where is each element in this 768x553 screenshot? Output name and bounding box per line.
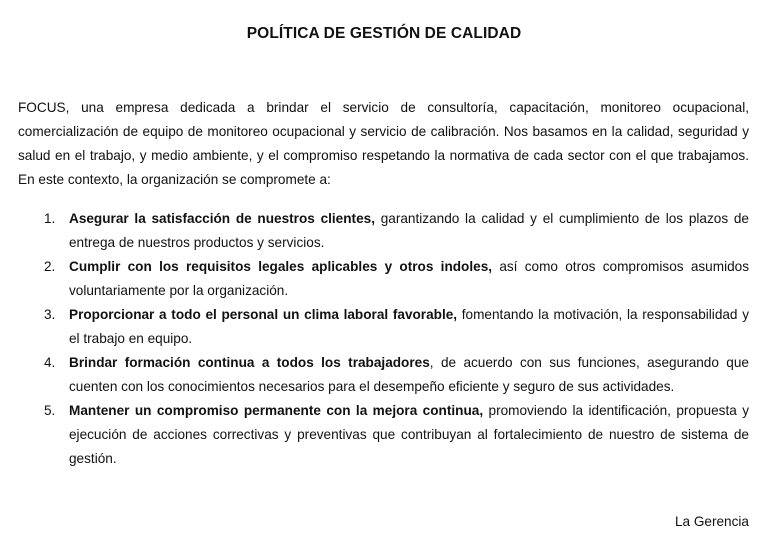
page-title: POLÍTICA DE GESTIÓN DE CALIDAD	[246, 25, 522, 42]
list-item-number: 5.	[44, 403, 56, 418]
list-item-heading: Cumplir con los requisitos legales aplicables y otros indoles,	[69, 259, 493, 274]
list-item	[18, 255, 749, 303]
list-item-text: fomentando la motivación, la responsabilidad y el trabajo en equipo.	[69, 307, 749, 346]
list-item-number: 1.	[44, 211, 56, 226]
intro-paragraph: FOCUS, una empresa dedicada a brindar el servicio de consultoría, capacitación, monitoreo ocupacional, comercialización de equipo de monitoreo ocupacional y servicio de calibración. Nos basamos en la calidad, seguridad y salud en el trabajo, y medio ambiente, y el compromiso respetando la normativa de cada sector con el que trabajamos. En este contexto, la organización se compromete a:	[18, 100, 749, 187]
list-item-text: promoviendo la identificación, propuesta y ejecución de acciones correctivas y preventivas que contribuyan al fortalecimiento de nuestro de sistema de gestión.	[69, 403, 749, 466]
signature: La Gerencia	[674, 514, 749, 529]
list-item	[18, 351, 749, 399]
list-item-text: así como otros compromisos asumidos voluntariamente por la organización.	[69, 259, 750, 298]
list-item-number: 4.	[44, 355, 56, 370]
list-item-number: 2.	[44, 259, 56, 274]
list-item	[18, 207, 749, 255]
list-item-text: , de acuerdo con sus funciones, asegurando que cuenten con los conocimientos necesarios para el desempeño eficiente y seguro de sus actividades.	[69, 355, 749, 394]
list-item-heading: Asegurar la satisfacción de nuestros clientes,	[69, 211, 375, 226]
list-item-heading: Mantener un compromiso permanente con la mejora continua,	[69, 403, 484, 418]
commitment-list	[18, 207, 749, 471]
list-item	[18, 303, 749, 351]
list-item-heading: Brindar formación continua a todos los trabajadores	[69, 355, 430, 370]
list-item-number: 3.	[44, 307, 56, 322]
list-item-text: garantizando la calidad y el cumplimiento de los plazos de entrega de nuestros productos y servicios.	[69, 211, 749, 250]
list-item-heading: Proporcionar a todo el personal un clima laboral favorable,	[69, 307, 458, 322]
list-item	[18, 399, 749, 471]
